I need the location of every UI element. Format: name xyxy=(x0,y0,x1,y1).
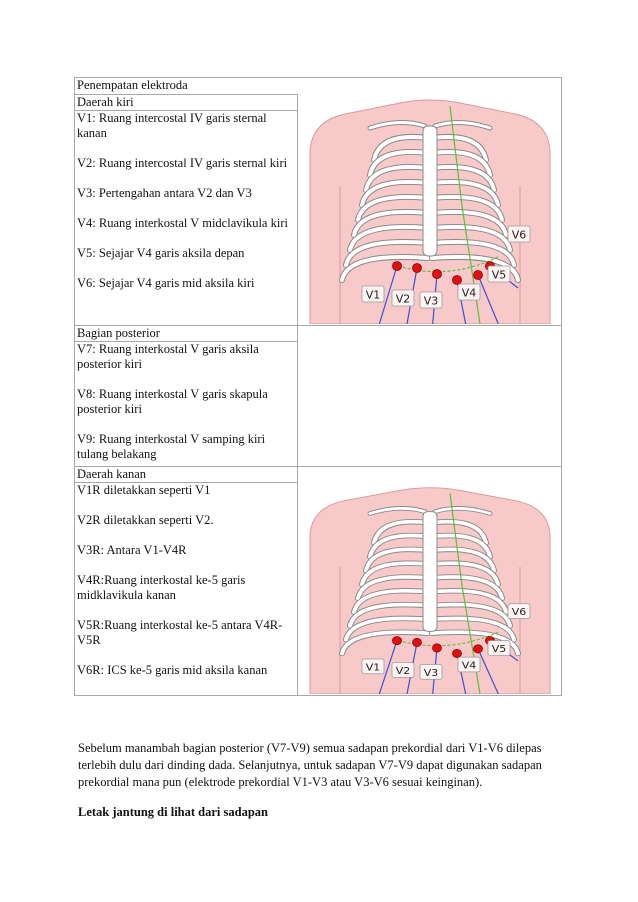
posterior-section-items xyxy=(75,341,297,462)
list-item: V6: Sejajar V4 garis mid aksila kiri xyxy=(77,276,255,290)
list-item: V4R:Ruang interkostal ke-5 garis midklavikula kanan xyxy=(77,573,246,602)
lead-label: V1 xyxy=(365,661,381,674)
electrode-dot xyxy=(393,262,402,271)
electrode-placement-table xyxy=(74,77,562,696)
list-item: V6R: ICS ke-5 garis mid aksila kanan xyxy=(77,663,268,677)
electrode-dot xyxy=(474,271,483,280)
table-title xyxy=(75,78,561,93)
chest-electrode-diagram-top xyxy=(300,96,560,324)
right-section-items xyxy=(75,482,297,678)
list-item: V7: Ruang interkostal V garis aksila posterior kiri xyxy=(77,342,259,371)
lead-label: V6 xyxy=(511,228,527,242)
lead-label: V6 xyxy=(511,606,527,619)
electrode-dot xyxy=(453,276,462,285)
list-item: V3R: Antara V1-V4R xyxy=(77,543,187,557)
electrode-dot xyxy=(413,638,422,646)
body-paragraph: Sebelum manambah bagian posterior (V7-V9) semua sadapan prekordial dari V1-V6 dilepas terlebih dulu dari dinding dada. Selanjutnya, untuk sadapan V7-V9 dapat digunakan sadapan prekordial mana pun (elektrode prekordial V1-V3 atau V3-V6 sesuai keinginan). xyxy=(78,741,542,789)
lead-label: V3 xyxy=(423,667,439,679)
left-heading-text: Daerah kiri xyxy=(77,95,134,109)
lead-label: V3 xyxy=(423,294,439,308)
posterior-section-heading xyxy=(75,325,561,341)
sternum xyxy=(423,512,437,632)
chest-electrode-diagram-bottom xyxy=(300,484,560,694)
list-item: V5: Sejajar V4 garis aksila depan xyxy=(77,246,245,260)
lead-label: V2 xyxy=(395,292,411,306)
column-divider xyxy=(297,94,298,695)
list-item: V9: Ruang interkostal V samping kiri tulang belakang xyxy=(77,432,266,461)
list-item: V4: Ruang interkostal V midclavikula kiri xyxy=(77,216,288,230)
lead-label: V4 xyxy=(461,286,477,300)
right-heading-text: Daerah kanan xyxy=(77,467,147,481)
table-title-text: Penempatan elektroda xyxy=(77,78,188,92)
lead-label: V5 xyxy=(491,643,507,655)
electrode-dot xyxy=(433,644,442,652)
list-item: V5R:Ruang interkostal ke-5 antara V4R-V5R xyxy=(77,618,283,647)
left-section-items xyxy=(75,110,297,291)
list-item: V1R diletakkan seperti V1 xyxy=(77,483,211,497)
right-section-heading xyxy=(75,466,561,482)
lead-label: V5 xyxy=(491,268,507,282)
list-item: V2R diletakkan seperti V2. xyxy=(77,513,214,527)
electrode-dot xyxy=(433,270,442,279)
list-item: V1: Ruang intercostal IV garis sternal kanan xyxy=(77,111,267,140)
lead-label: V2 xyxy=(395,665,411,678)
electrode-dot xyxy=(413,264,422,273)
lead-label: V1 xyxy=(365,288,381,302)
list-item: V3: Pertengahan antara V2 dan V3 xyxy=(77,186,252,200)
left-section-heading xyxy=(75,94,298,110)
electrode-dot xyxy=(474,645,483,653)
list-item: V8: Ruang interkostal V garis skapula posterior kiri xyxy=(77,387,268,416)
lead-label: V4 xyxy=(461,660,477,672)
sternum xyxy=(423,126,437,256)
electrode-dot xyxy=(453,649,462,657)
electrode-dot xyxy=(393,636,402,644)
list-item: V2: Ruang intercostal IV garis sternal kiri xyxy=(77,156,288,170)
section-subheading: Letak jantung di lihat dari sadapan xyxy=(78,805,268,819)
posterior-heading-text: Bagian posterior xyxy=(77,326,160,340)
